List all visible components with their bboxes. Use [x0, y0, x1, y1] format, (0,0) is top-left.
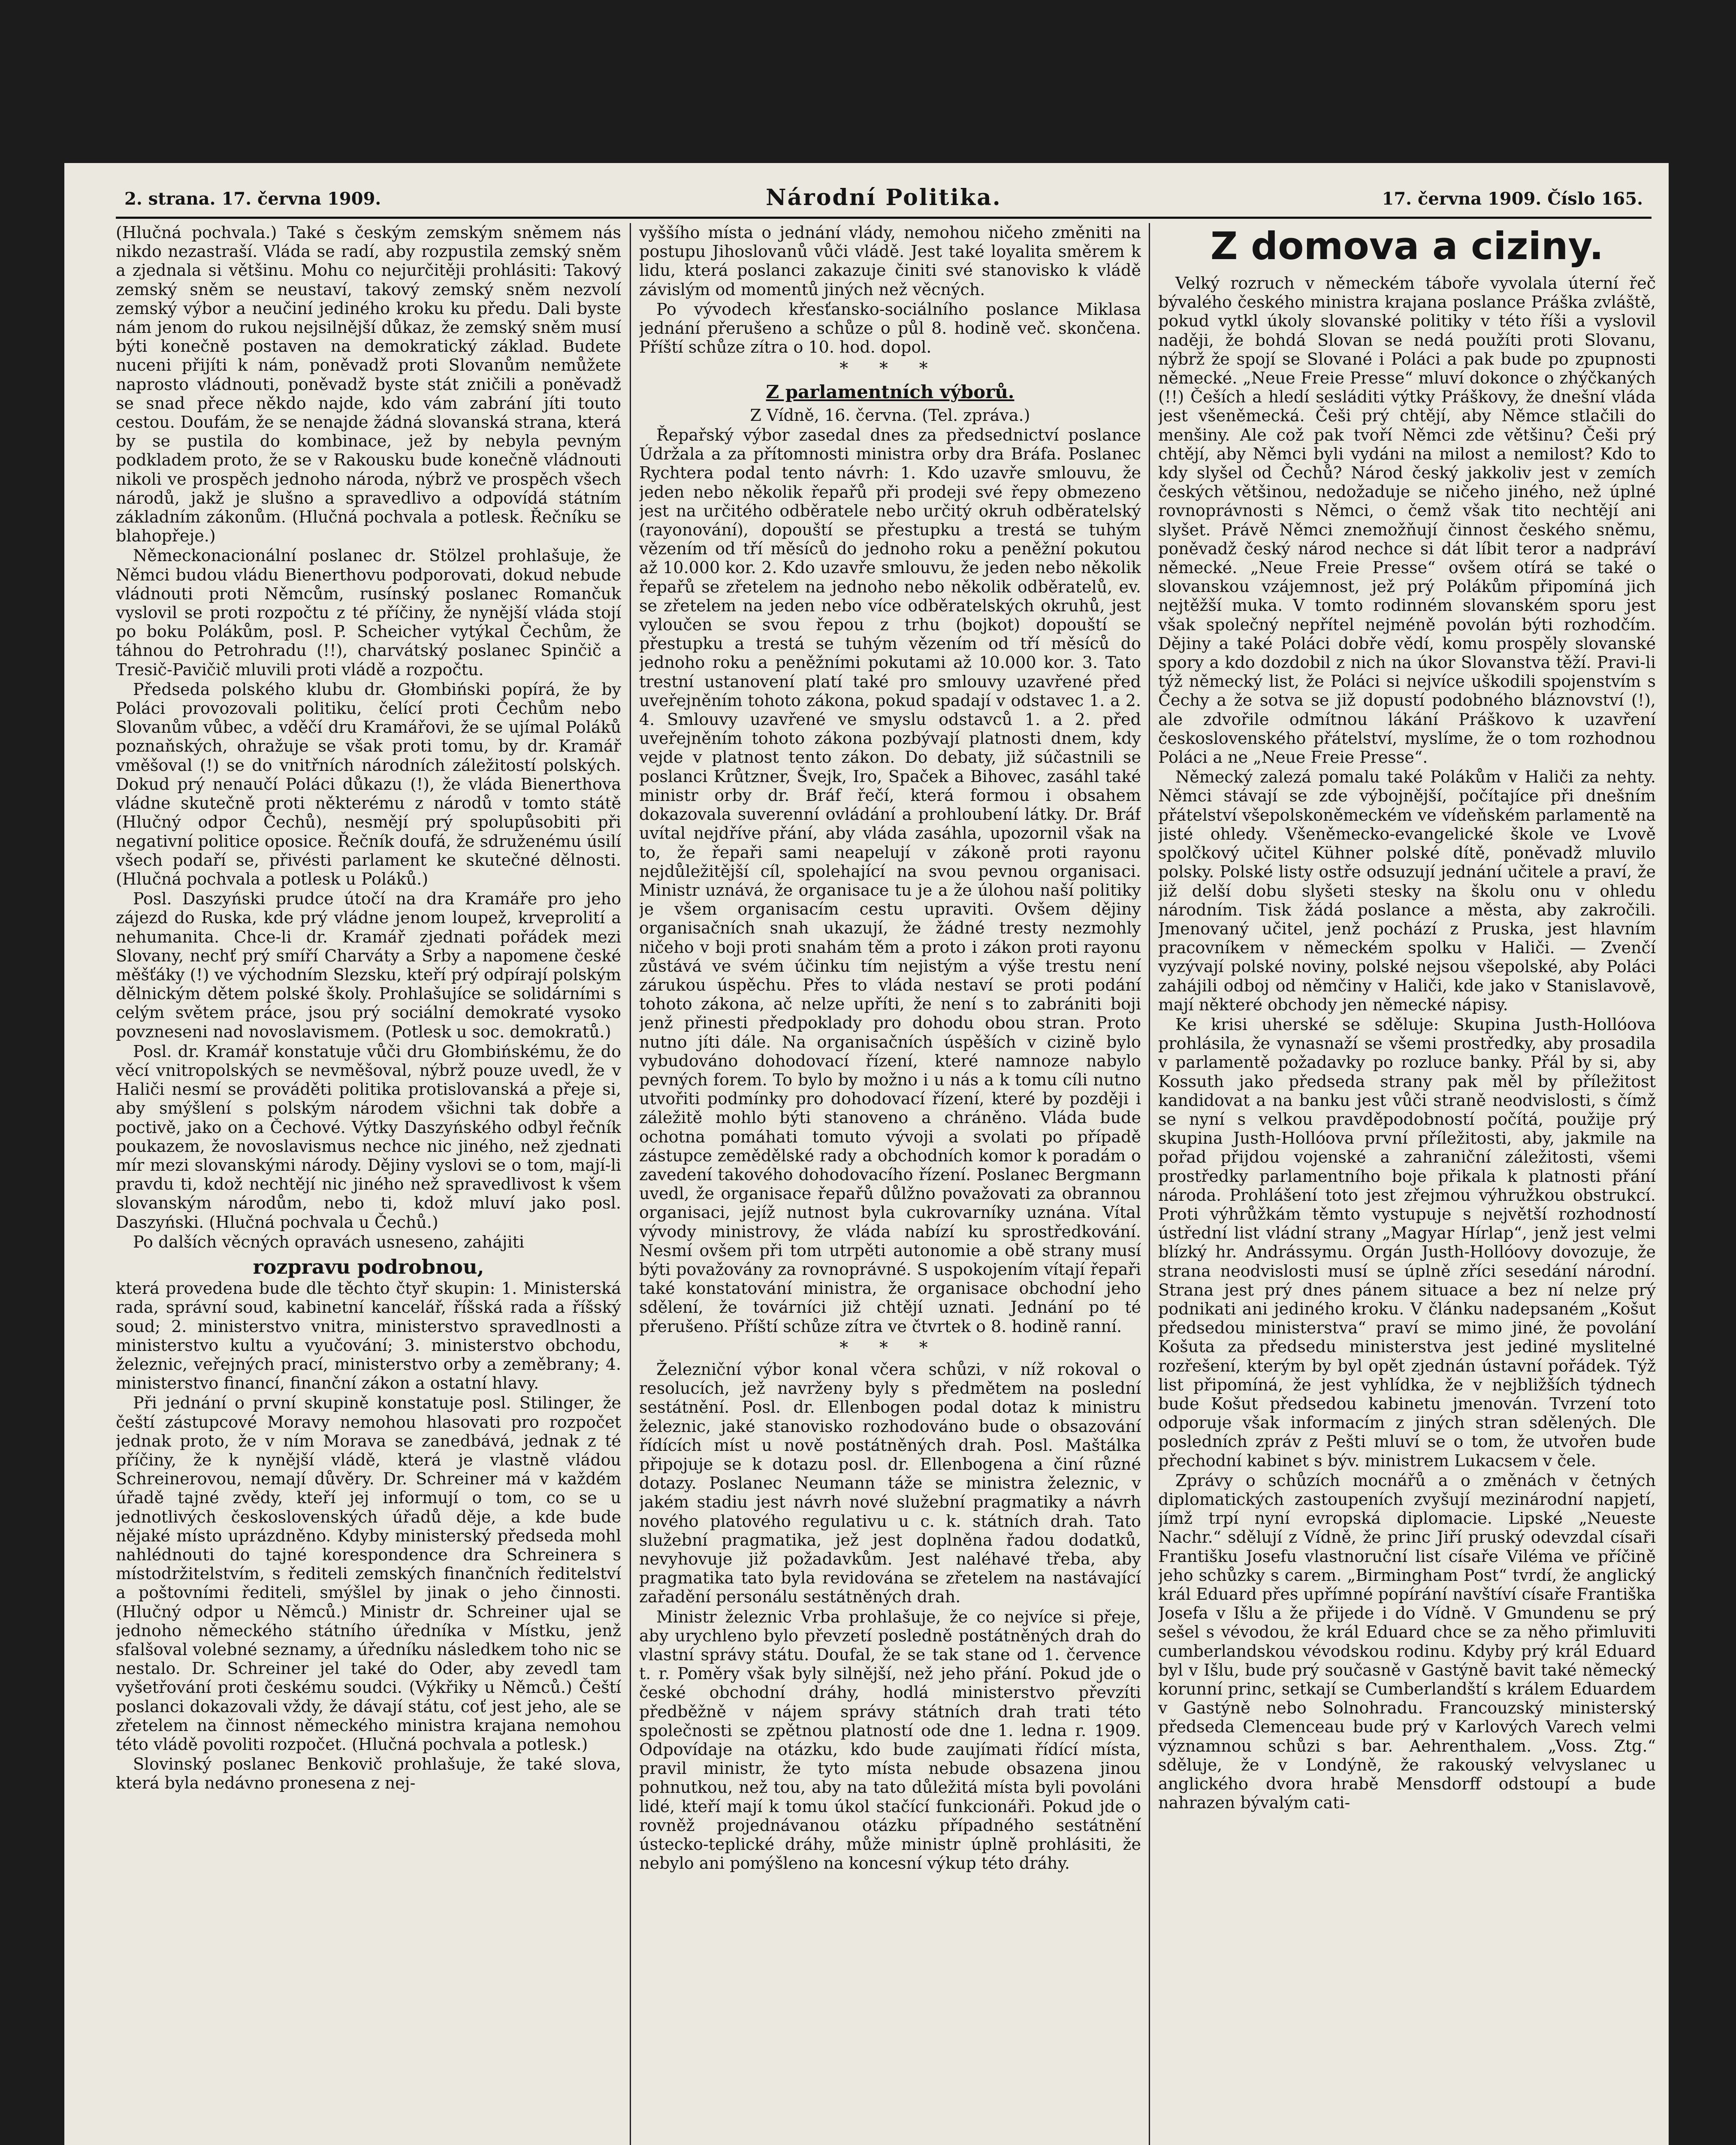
- separator-stars: * * *: [839, 359, 941, 379]
- paragraph: Po dalších věcných opravách usneseno, zahájiti: [133, 1232, 525, 1251]
- page-header: [124, 184, 1643, 214]
- subheading-debate: rozpravu podrobnou,: [253, 1255, 484, 1278]
- paragraph: Ke krisi uherské se sděluje: Skupina Justh-Hollóova prohlásila, že vynasnaží se všemi prostředky, aby prosadila v parlamentě požadavky po rozluce banky. Přál by si, aby Kossuth jako předseda strany pak měl by příležitost kandidovat a na banku jest vůči straně neodvislosti, s čímž se nyní s velkou pravděpodobností počítá, použije prý skupina Justh-Hollóova první příležitosti, aby, jakmile na pořad přijdou vojenské a zahraniční záležitosti, všemi prostředky parlamentního boje přikala k platnosti přání národa. Prohlášení toto jest zřejmou výhružkou obstrukcí. Proti výhrůžkám těmto vystupuje s největší rozhodností ústřední list vládní strany „Magyar Hírlap“, jenž jest velmi blízký hr. Andrássymu. Orgán Justh-Hollóovy dovozuje, že strana neodvislosti musí se úplně zříci sesedání národní. Strana jest prý dnes pánem situace a bez ní nelze prý podnikati ani jediného kroku. V článku nadepsaném „Košut předsedou ministerstva“ praví se mimo jiné, že povolání Košuta za předsedu ministerstva jest jediné myslitelné rozřešení, kterým by byl opět zjednán ústavní pořádek. Týž list připomíná, že jest vyhlídka, že v nejbližších týdnech bude Košut předsedou kabinetu jmenován. Tvrzení toto odporuje však informacím z jiných stran sdělených. Dle posledních zpráv z Pešti mluví se o tom, že utvořen bude přechodní kabinet s býv. ministrem Lukacsem v čele.: [1158, 1015, 1656, 1470]
- paragraph: Velký rozruch v německém táboře vyvolala úterní řeč bývalého českého ministra krajana poslance Práška zvláště, pokud vytkl úkoly slovanské politiky v této říši a vyslovil naději, že bohdá Slovan se nedá použíti proti Slovanu, nýbrž že spojí se Slované i Poláci a pak bude po zpupnosti německé. „Neue Freie Presse“ mluví dokonce o zhýčkaných (!!) Češích a hledí sesláditi výtky Práškovy, že dnešní vláda jest všeněmecká. Češi prý chtějí, aby Němce stlačili do menšiny. Ale což pak tvoří Němci zde většinu? Češi prý chtějí, aby Němci byli vydáni na milost a nemilost? Kdo to kdy slyšel od Čechů? Národ český jakkoliv jest v zemích českých většinou, nedožaduje se ničeho jiného, než úplné rovnoprávnosti s Němci, o čemž však tito nechtějí ani slyšet. Právě Němci znemožňují činnost českého sněmu, poněvadž český národ nechce si dát líbit teror a nadpráví německé. „Neue Freie Presse“ ovšem otírá se také o slovanskou vzájemnost, jež prý Polákům připomíná jich nejtěžší muka. V tomto rodinném slovanském sporu jest však společný nepřítel nejméně povolán býti rozhodčím. Dějiny a také Poláci dobře vědí, komu prospěly slovanské spory a kdo dozdobil z nich na úkor Slovanstva těží. Pravi-li týž německý list, že Poláci si nejvíce uškodili spojenstvím s Čechy a že sotva se již dopustí podobného bláznovství (!), ale zdvořile odmítnou lákání Práškovo k uzavření československého přátelství, myslíme, že o tom rozhodnou Poláci a ne „Neue Freie Presse“.: [1158, 274, 1656, 767]
- paragraph: Železniční výbor konal včera schůzi, v níž rokoval o resolucích, jež navrženy byly s předmětem na poslední sestátnění. Posl. dr. Ellenbogen podal dotaz k ministru železnic, jaké stanovisko rozhodováno bude o obsazování řídících míst u nově postátněných drah. Posl. Maštálka připojuje se k dotazu posl. dr. Ellenbogena a činí různé dotazy. Poslanec Neumann táže se ministra železnic, v jakém stadiu jest návrh nové služební pragmatiky a návrh nového platového regulativu u c. k. státních drah. Tato služební pragmatika, jež jest doplněna řadou dodatků, nevyhovuje již požadavkům. Jest naléhavé třeba, aby pragmatika tato byla revidována se zřetelem na nastávající zařadění personálu sestátněných drah.: [639, 1360, 1141, 1607]
- paragraph: Ministr železnic Vrba prohlašuje, že co nejvíce si přeje, aby urychleno bylo převzetí posledně postátněných drah do vlastní správy státu. Doufal, že se tak stane od 1. července t. r. Poměry však byly silnější, než jeho přání. Pokud jde o české obchodní dráhy, hodlá ministerstvo převzíti předběžně v nájem správy státních drah trati této společnosti se zpětnou platností ode dne 1. ledna r. 1909. Odpovídaje na otázku, kdo bude zaujímati řídící místa, pravil ministr, že tyto místa nebude obsazena jinou pohnutkou, než tou, aby na tato důležitá místa byli povoláni lidé, kteří mají k tomu úkol stačící funkcionáři. Pokud jde o rovněž projednávanou otázku případného sestátnění ústecko-teplické dráhy, může ministr úplně prohlásiti, že nebylo ani pomýšleno na koncesní výkup této dráhy.: [639, 1607, 1141, 1873]
- column-1: [116, 223, 621, 2145]
- paragraph: Slovinský poslanec Benkovič prohlašuje, že také slova, která byla nedávno pronesena z nej-: [116, 1755, 621, 1793]
- paragraph: Německý zalezá pomalu také Polákům v Haliči za nehty. Němci stávají se zde výbojnější, počítajíce při dnešním přátelství všepolskoněmeckém ve vídeňském parlamentě na jisté ohledy. Všeněmecko-evangelické škole ve Lvově spolčkový učitel Kühner polské dítě, poněvadž mluvilo polsky. Polské listy ostře odsuzují jednání učitele a praví, že již delší dobu slyšeti stesky na školu onu v ohledu národním. Tisk žádá poslance a města, aby zakročili. Jmenovaný učitel, jenž pochází z Pruska, jest hlavním pracovníkem v německém spolku v Haliči. — Zvenčí vyzývají polské noviny, polské nejsou všepolské, aby Poláci zahájili odboj od němčiny v Haliči, kde jako v Stanislavově, mají některé obchody jen německé nápisy.: [1158, 767, 1656, 1014]
- column-divider-2: [1149, 223, 1150, 2145]
- section-title: Z domova a ciziny.: [1210, 224, 1604, 268]
- column-divider-1: [630, 223, 631, 2145]
- newspaper-page: [64, 163, 1669, 2145]
- paragraph: Posl. Daszyński prudce útočí na dra Kramáře pro jeho zájezd do Ruska, kde prý vládne jenom loupež, krveprolití a nehumanita. Chce-li dr. Kramář zjednati pořádek mezi Slovany, nechť prý smíří Charváty a Srby a napomene české měšťáky (!) ve východním Slezsku, kteří prý odpírají polským dělnickým dětem polské školy. Prohlašujíce se solidárními s celým světem práce, jsou prý sociální demokraté vysoko povzneseni nad novoslavismem. (Potlesk u soc. demokratů.): [116, 889, 621, 1041]
- header-rule: [116, 217, 1651, 219]
- header-left: 2. strana. 17. června 1909.: [124, 189, 381, 209]
- header-right: 17. června 1909. Číslo 165.: [1382, 189, 1643, 209]
- subheading-committees: Z parlamentních výborů.: [766, 381, 1014, 402]
- dateline: Z Vídně, 16. června. (Tel. zpráva.): [750, 405, 1030, 425]
- masthead-title: Národní Politika.: [766, 184, 1002, 211]
- separator-stars: * * *: [839, 1338, 941, 1358]
- paragraph: Předseda polského klubu dr. Głombiński popírá, že by Poláci provozovali politiku, čelící proti Čechům nebo Slovanům vůbec, a vděčí dru Kramářovi, že se ujímal Poláků poznaňských, ohražuje se však proti tomu, by dr. Kramář vměšoval (!) se do vnitřních národních záležitostí polských. Dokud prý nenaučí Poláci důkazu (!), že vláda Bienerthova vládne skutečně proti některému z národů v tomto státě (Hlučný odpor Čechů), nesmějí prý spolupůsobiti při negativní politice oposice. Řečník doufá, že sdruženému úsilí všech podaří se, přivésti parlament ke skutečné dělnosti. (Hlučná pochvala a potlesk u Poláků.): [116, 680, 621, 888]
- paragraph: (Hlučná pochvala.) Také s českým zemským sněmem nás nikdo nezastraší. Vláda se radí, aby rozpustila zemský sněm a zjednala si většinu. Mohu co nejurčitěji prohlásiti: Takový zemský sněm se neustaví, takový zemský sněm nezvolí zemský výbor a neučiní jediného kroku ku předu. Dali byste nám jenom do rukou nejsilnější důkaz, že zemský sněm musí býti konečně postaven na demokratický základ. Budete nuceni přijíti k nám, poněvadž proti Slovanům nemůžete naprosto vládnouti, poněvadž byste stát zničili a poněvadž se snad přece někdo najde, kdo vám zabrání jíti touto cestou. Doufám, že se nenajde žádná slovanská strana, která by se pustila do kombinace, jež by nebyla pevným podkladem proto, že se v Rakousku bude konečně vládnouti nikoli ve prospěch jednoho národa, nýbrž ve prospěch všech národů, jakž je slušno a spravedlivo a odpovídá státním základním zákonům. (Hlučná pochvala a potlesk. Řečníku se blahopřeje.): [116, 223, 621, 546]
- paragraph: Řepařský výbor zasedal dnes za předsednictví poslance Údržala a za přítomnosti ministra orby dra Bráfa. Poslanec Rychtera podal tento návrh: 1. Kdo uzavře smlouvu, že jeden nebo několik řepařů při prodeji své řepy obmezeno jest na určitého odběratele nebo určitý okruh odběratelský (rayonování), dopouští se přestupku a trestá se tuhým vězením od tří měsíců do jednoho roku a peněžní pokutou až 10.000 kor. 2. Kdo uzavře smlouvu, že jeden nebo několik řepařů se zřetelem na jednoho nebo několik odběratelů, ev. se zřetelem na jeden nebo více odběratelských okruhů, jest vyloučen se svou řepou z trhu (bojkot) dopouští se přestupku a trestá se tuhým vězením od tří měsíců do jednoho roku a peněžními pokutami až 10.000 kor. 3. Tato trestní ustanovení platí také pro smlouvy uzavřené před uveřejněním tohoto zákona, pokud spadají v odstavec 1. a 2. 4. Smlouvy uzavřené ve smyslu odstavců 1. a 2. před uveřejněním tohoto zákona pozbývají platnosti dnem, kdy vejde v platnost tento zákon. Do debaty, již súčastnili se poslanci Krůtzner, Švejk, Iro, Spaček a Bihovec, zasáhl také ministr orby dr. Bráf řečí, která formou i obsahem dokazovala suverenní ovládání a prohloubení látky. Dr. Bráf uvítal nejdříve přání, aby vláda zasáhla, upozornil však na to, že řepaři sami neapelují v zákoně proti rayonu nejdůležitější cíl, spolehající na svou pevnou organisaci. Ministr uznává, že organisace tu je a že úlohou naší politiky je všem organisacím cestu upraviti. Ovšem dějiny organisačních snah ukazují, že žádné tresty nezmohly ničeho v boji proti snahám těm a proto i zákon proti rayonu zůstává ve svém účinku tím nejistým a výše trestu není zárukou úspěchu. Přes to vláda nestaví se proti podání tohoto zákona, ač nelze upříti, že není s to zabrániti boji jenž přinesti předpoklady pro dohodu obou stran. Proto nutno jíti dále. Na organisačních úspěších v cizině bylo vybudováno dohodovací řízení, které namnoze nabylo pevných forem. To bylo by možno i u nás a k tomu cíli nutno utvořiti podmínky pro dohodovací řízení, které by později i záležitě mohlo býti stanoveno a chráněno. Vláda bude ochotna pomáhati tomuto vývoji a svolati po případě zástupce zemědělské rady a obchodních komor k poradám o zavedení takového dohodovacího řízení. Poslanec Bergmann uvedl, že organisace řepařů důlžno považovati za obrannou organisaci, jejíž nutnost byla cukrovarníky uznána. Vítal vývody ministrovy, že vláda nabízí ku sprostředkování. Nesmí ovšem při tom utrpěti autonomie a obě strany musí býti považovány za rovnoprávné. S uspokojením vítají řepaři také konstatování ministra, že organisace obchodní jeho sdělení, že továrníci již chtějí uznati. Jednání po té přerušeno. Příští schůze zítra ve čtvrtek o 8. hodině ranní.: [639, 426, 1141, 1336]
- paragraph: Po vývodech křesťansko-sociálního poslance Miklasa jednání přerušeno a schůze o půl 8. hodině več. skončena. Příští schůze zítra o 10. hod. dopol.: [639, 299, 1141, 357]
- paragraph: Zprávy o schůzích mocnářů a o změnách v četných diplomatických zastoupeních zvyšují mezinárodní napjetí, jímž trpí nyní evropská diplomacie. Lipské „Neueste Nachr.“ sdělují z Vídně, že princ Jiří pruský odevzdal císaři Františku Josefu vlastnoruční list císaře Viléma ve příčině jeho schůzky s carem. „Birmingham Post“ tvrdí, že anglický král Eduard přes upřímné popírání navštíví císaře Františka Josefa v Išlu a že přijede i do Vídně. V Gmundenu se prý sešel s vévodou, že král Eduard chce se za něho přimluviti cumberlandskou vévodskou rodinu. Kdyby prý král Eduard byl v Išlu, bude prý současně v Gastýně bavit také německý korunní princ, setkají se Cumberlandští s králem Eduardem v Gastýně nebo Solnohradu. Francouzský ministerský předseda Clemenceau bude prý v Karlových Varech velmi významnou schůzi s bar. Aehrenthalem. „Voss. Ztg.“ sděluje, že v Londýně, že rakouský velvyslanec u anglického dvora hrabě Mensdorff odstoupí a bude nahrazen bývalým cati-: [1158, 1471, 1656, 1813]
- paragraph: Německonacionální poslanec dr. Stölzel prohlašuje, že Němci budou vládu Bienerthovu podporovati, dokud nebude vládnouti proti Němcům, rusínský poslanec Romančuk vyslovil se proti rozpočtu z té příčiny, že nynější vláda stojí po boku Polákům, posl. P. Scheicher vytýkal Čechům, že táhnou do Petrohradu (!!), charvátský poslanec Spinčič a Tresič-Pavičič mluvili proti vládě a rozpočtu.: [116, 546, 621, 679]
- column-2: [639, 223, 1141, 2145]
- column-3: [1158, 223, 1656, 2145]
- paragraph: Při jednání o první skupině konstatuje posl. Stilinger, že čeští zástupcové Moravy nemohou hlasovati pro rozpočet jednak proto, že v ním Morava se zanedbává, jednak z té příčiny, že k nynější vládě, která je vlastně vládou Schreinerovou, nemají důvěry. Dr. Schreiner má v každém úřadě tajné zvědy, kteří jej informují o tom, co se u jednotlivých československých úřadů děje, a kde bude nějaké místo uprázdněno. Kdyby ministerský předseda mohl nahlédnouti do tajné korespondence dra Schreinera s místodržitelstvím, s řediteli zemských finančních ředitelství a poštovními řediteli, smýšlel by jinak o jeho činnosti. (Hlučný odpor u Němců.) Ministr dr. Schreiner ujal se jednoho německého státního úředníka v Místku, jenž sfalšoval volebné seznamy, a úředníku následkem toho nic se nestalo. Dr. Schreiner jel také do Oder, aby zevedl tam vyšetřování proti českému soudci. (Výkřiky u Němců.) Čeští poslanci dokazovali vždy, že dávají státu, coť jest jeho, ale se zřetelem na činnost německého ministra krajana nemohou této vládě povoliti rozpočet. (Hlučná pochvala a potlesk.): [116, 1393, 621, 1754]
- paragraph: Posl. dr. Kramář konstatuje vůči dru Głombińskému, že do věcí vnitropolských se nevměšoval, nýbrž pouze uvedl, že v Haliči nesmí se prováděti politika protislovanská a přeje si, aby smýšlení s polským národem všichni tak dobře a poctivě, jako on a Čechové. Výtky Daszyńského odbyl řečník poukazem, že novoslavismus nechce nic jiného, než zjednati mír mezi slovanskými národy. Dějiny vyslovi se o tom, mají-li pravdu ti, kdož nechtějí nic jiného než spravedlivost k všem slovanským národům, nebo ti, kdož mluví jako posl. Daszyński. (Hlučná pochvala u Čechů.): [116, 1042, 621, 1232]
- paragraph: vyššího místa o jednání vlády, nemohou ničeho změniti na postupu Jihoslovanů vůči vládě. Jest také loyalita směrem k lidu, která poslanci zakazuje činiti své stanovisko k vládě závislým od momentů jiných než věcných.: [639, 223, 1141, 299]
- paragraph: která provedena bude dle těchto čtyř skupin: 1. Ministerská rada, správní soud, kabinetní kancelář, říšská rada a říšský soud; 2. ministerstvo vnitra, ministerstvo spravedlnosti a ministerstvo kultu a vyučování; 3. ministerstvo obchodu, železnic, veřejných prací, ministerstvo orby a zeměbrany; 4. ministerstvo financí, finanční zákon a ostatní hlavy.: [116, 1279, 621, 1393]
